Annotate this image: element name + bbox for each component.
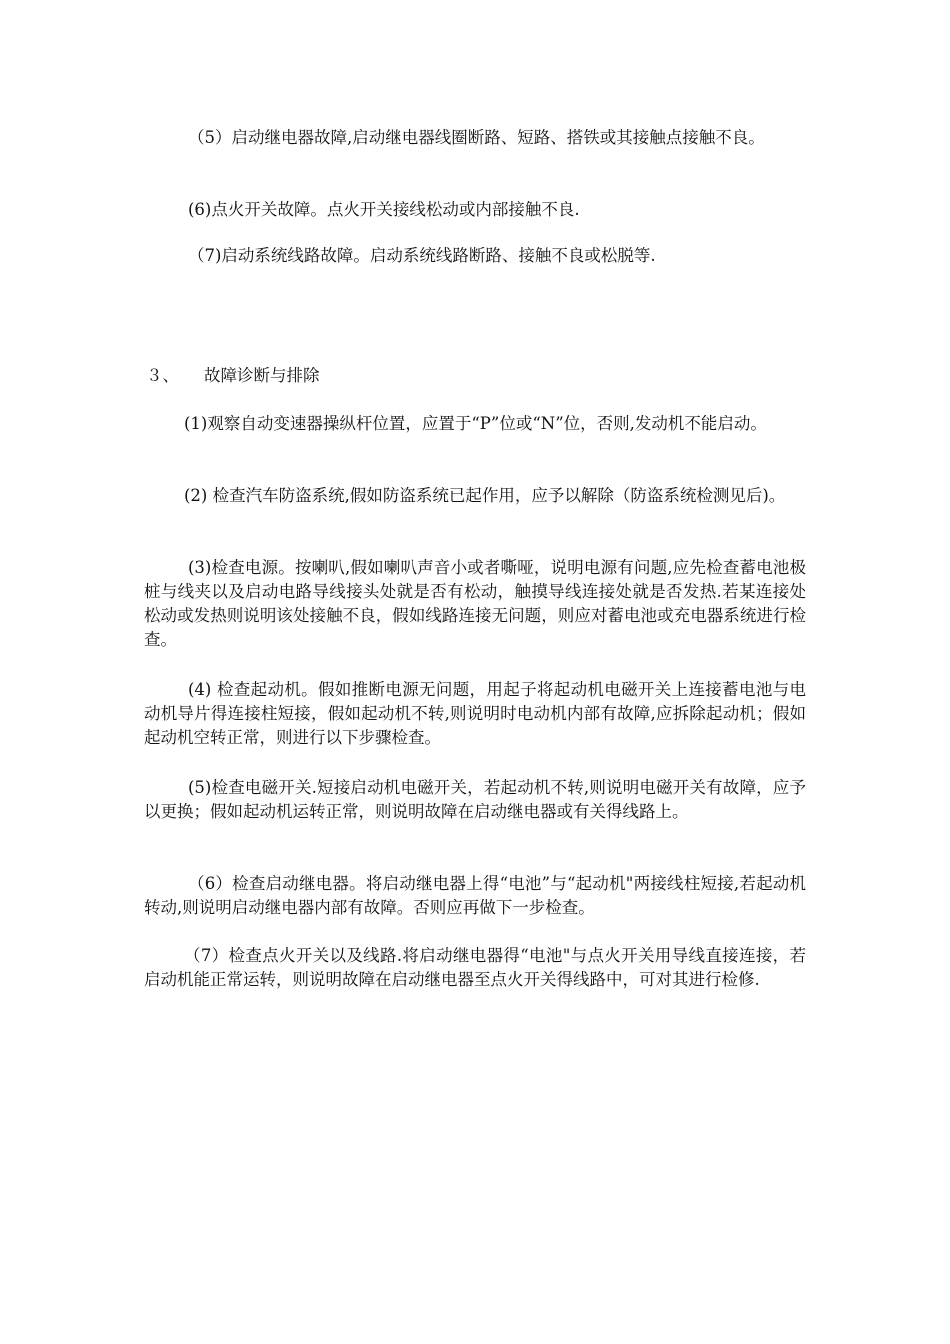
fault-item-7: （7)启动系统线路故障。启动系统线路断路、接触不良或松脱等. (188, 246, 656, 265)
step-4: (4) 检查起动机。假如推断电源无问题，用起子将起动机电磁开关上连接蓄电池与电动机导片得连接柱短接，假如起动机不转,则说明时电动机内部有故障,应拆除起动机；假如起动机空转正常，则进行以下步骤检查。 (144, 680, 806, 747)
step-1: (1)观察自动变速器操纵杆位置，应置于“P”位或“N”位，否则,发动机不能启动。 (184, 414, 767, 433)
section-number: ３、 (146, 366, 179, 385)
step-7: （7）检查点火开关以及线路.将启动继电器得“电池"与点火开关用导线直接连接，若启动机能正常运转，则说明故障在启动继电器至点火开关得线路中，可对其进行检修. (144, 946, 806, 989)
step-5: (5)检查电磁开关.短接启动机电磁开关，若起动机不转,则说明电磁开关有故障，应予以更换；假如起动机运转正常，则说明故障在启动继电器或有关得线路上。 (144, 778, 806, 821)
fault-item-5: （5）启动继电器故障,启动继电器线圈断路、短路、搭铁或其接触点接触不良。 (188, 128, 765, 147)
step-3: (3)检查电源。按喇叭,假如喇叭声音小或者嘶哑，说明电源有问题,应先检查蓄电池极桩与线夹以及启动电路导线接头处就是否有松动，触摸导线连接处就是否发热.若某连接处松动或发热则说明该处接触不良，假如线路连接无问题，则应对蓄电池或充电器系统进行检查。 (144, 558, 806, 649)
section-title: 故障诊断与排除 (204, 366, 320, 385)
fault-item-6: (6)点火开关故障。点火开关接线松动或内部接触不良. (188, 200, 580, 219)
section-heading (146, 364, 320, 388)
step-2: (2) 检查汽车防盗系统,假如防盗系统已起作用，应予以解除（防盗系统检测见后)。 (184, 486, 786, 505)
step-6: （6）检查启动继电器。将启动继电器上得“电池”与“起动机"两接线柱短接,若起动机转动,则说明启动继电器内部有故障。否则应再做下一步检查。 (144, 874, 806, 917)
